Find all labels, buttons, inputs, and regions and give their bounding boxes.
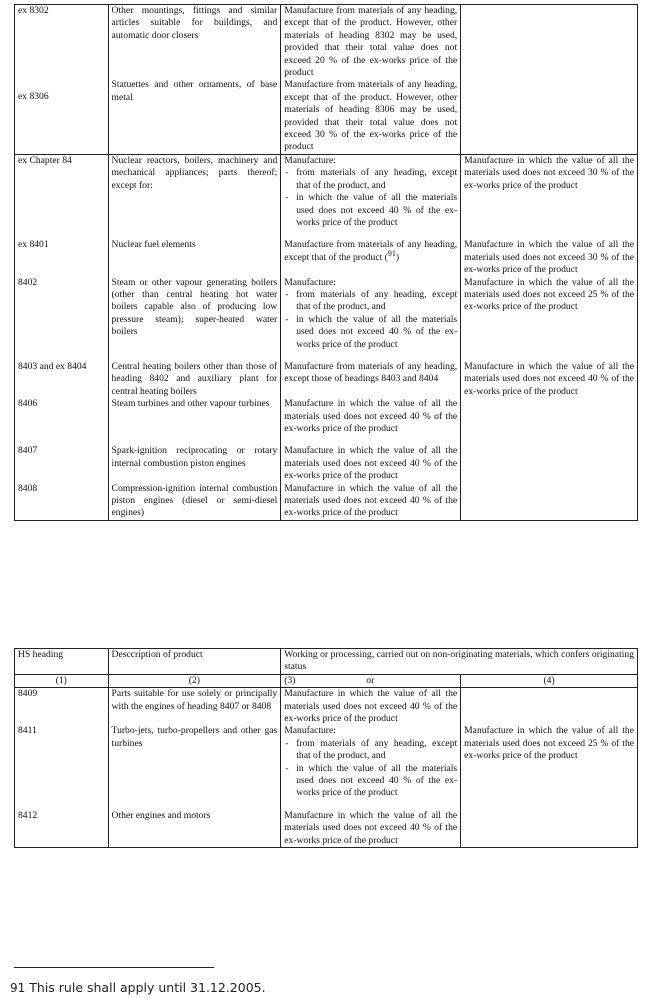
- product-description: Statuettes and other ornaments, of base metal: [111, 79, 278, 103]
- rules-table-bottom: [14, 648, 638, 848]
- working-rule: Manufacture in which the value of all the materials used does not exceed 40 % of the ex-works price of the product: [281, 483, 461, 521]
- working-rule-intro: Manufacture:: [284, 154, 336, 166]
- product-description: Nuclear fuel elements: [108, 239, 281, 276]
- working-rule: Manufacture in which the value of all the materials used does not exceed 40 % of the ex-works price of the product: [281, 445, 461, 482]
- column-header: Desccription of product: [108, 649, 281, 675]
- working-rule: Manufacture from materials of any heading, except that of the product (: [284, 239, 458, 263]
- working-rule-intro: Manufacture:: [284, 276, 336, 288]
- table-row: [15, 445, 638, 482]
- table-header-row: [15, 649, 638, 675]
- alternative-rule: Manufacture in which the value of all the materials used does not exceed 30 % of the ex-works price of the product: [461, 154, 638, 239]
- working-rule: Manufacture from materials of any heading, except those of headings 8403 and 8404: [281, 361, 461, 398]
- table-row: [15, 361, 638, 398]
- alternative-rule: Manufacture in which the value of all the materials used does not exceed 30 % of the ex-works price of the product: [461, 239, 638, 276]
- working-rule: Manufacture from materials of any heading, except that of the product. However, other materials of heading 8302 may be used, provided that their total value does not exceed 20 % of the ex-works price of the product: [284, 5, 458, 79]
- rule-bullet: - from materials of any heading, except that of the product, and: [284, 167, 457, 192]
- table-row: [15, 277, 638, 361]
- hs-heading: 8411: [15, 725, 109, 809]
- column-number: (2): [108, 674, 281, 687]
- footnote: [10, 980, 266, 995]
- footnote-text: This rule shall apply until 31.12.2005.: [29, 980, 266, 995]
- product-description: Central heating boilers other than those of heading 8402 and auxiliary plant for central heating boilers: [108, 361, 281, 398]
- hs-heading: 8403 and ex 8404: [15, 361, 109, 398]
- rule-bullet-list: [284, 167, 457, 229]
- column-number-row: [15, 674, 638, 687]
- table-row: [15, 810, 638, 848]
- table-row: [15, 725, 638, 809]
- working-rule: Manufacture in which the value of all the materials used does not exceed 40 % of the ex-works price of the product: [281, 810, 461, 848]
- hs-heading: 8408: [15, 483, 109, 521]
- product-description: Steam turbines and other vapour turbines: [108, 398, 281, 445]
- column-number: (1): [15, 674, 109, 687]
- or-label: or: [366, 674, 375, 686]
- hs-heading: 8407: [15, 445, 109, 482]
- working-rule-intro: Manufacture:: [284, 725, 336, 737]
- hs-heading: 8406: [15, 398, 109, 445]
- table-row: [15, 688, 638, 726]
- alternative-rule: Manufacture in which the value of all the materials used does not exceed 25 % of the ex-works price of the product: [461, 277, 638, 361]
- rule-bullet: - from materials of any heading, except that of the product, and: [284, 738, 457, 763]
- alternative-rule: Manufacture in which the value of all the materials used does not exceed 40 % of the ex-works price of the product: [461, 361, 638, 398]
- column-number: (3): [284, 674, 296, 686]
- column-header: Working or processing, carried out on non-originating materials, which confers originating status: [281, 649, 638, 675]
- rule-bullet: - in which the value of all the materials used does not exceed 40 % of the ex-works price of the product: [284, 314, 457, 351]
- column-header: HS heading: [15, 649, 109, 675]
- hs-heading: 8409: [15, 688, 109, 726]
- footnote-reference: 91: [387, 248, 396, 258]
- product-description: Other mountings, fittings and similar articles suitable for buildings, and automatic door closers: [111, 5, 278, 41]
- rule-bullet-list: [284, 289, 457, 351]
- hs-heading: ex 8401: [15, 239, 109, 276]
- table-row: ex 8401 Nuclear fuel elements Manufacture from materials of any heading, except that of the product ($^{91}$) Manufacture in which the value of all the materials used does not exceed 30 % of the ex-works price of the product: [15, 239, 638, 276]
- column-number: (4): [461, 674, 638, 687]
- working-rule: Manufacture from materials of any heading, except that of the product. However, other materials of heading 8306 may be used, provided that their total value does not exceed 30 % of the ex-works price of the product: [284, 79, 458, 153]
- product-description: Spark-ignition reciprocating or rotary internal combustion piston engines: [108, 445, 281, 482]
- table-row: [15, 154, 638, 239]
- hs-heading: ex 8302: [18, 5, 49, 16]
- product-description: Turbo-jets, turbo-propellers and other gas turbines: [108, 725, 281, 809]
- rules-table-top: [14, 4, 638, 521]
- hs-heading: 8402: [15, 277, 109, 361]
- table-row: [15, 398, 638, 445]
- product-description: Compression-ignition internal combustion piston engines (diesel or semi-diesel engines): [108, 483, 281, 521]
- product-description: Parts suitable for use solely or principally with the engines of heading 8407 or 8408: [108, 688, 281, 726]
- hs-heading: ex 8306: [18, 91, 49, 103]
- working-rule: Manufacture in which the value of all the materials used does not exceed 40 % of the ex-works price of the product: [281, 688, 461, 726]
- product-description: Steam or other vapour generating boilers (other than central heating hot water boilers capable also of producing low pressure steam); super-heated water boilers: [108, 277, 281, 361]
- product-description: Nuclear reactors, boilers, machinery and mechanical appliances; parts thereof; except for:: [108, 154, 281, 239]
- table-row: [15, 483, 638, 521]
- table-row: [15, 5, 638, 155]
- footnote-divider: [14, 967, 214, 968]
- hs-heading: 8412: [15, 810, 109, 848]
- alternative-rule: Manufacture in which the value of all the materials used does not exceed 25 % of the ex-works price of the product: [461, 725, 638, 809]
- footnote-number: 91: [10, 981, 26, 995]
- rule-bullet: - in which the value of all the materials used does not exceed 40 % of the ex-works price of the product: [284, 192, 457, 229]
- product-description: Other engines and motors: [108, 810, 281, 848]
- rule-bullet-list: [284, 738, 457, 800]
- rule-bullet: - in which the value of all the materials used does not exceed 40 % of the ex-works price of the product: [284, 763, 457, 800]
- rule-bullet: - from materials of any heading, except that of the product, and: [284, 289, 457, 314]
- working-rule: Manufacture in which the value of all the materials used does not exceed 40 % of the ex-works price of the product: [284, 398, 458, 434]
- hs-heading: ex Chapter 84: [15, 154, 109, 239]
